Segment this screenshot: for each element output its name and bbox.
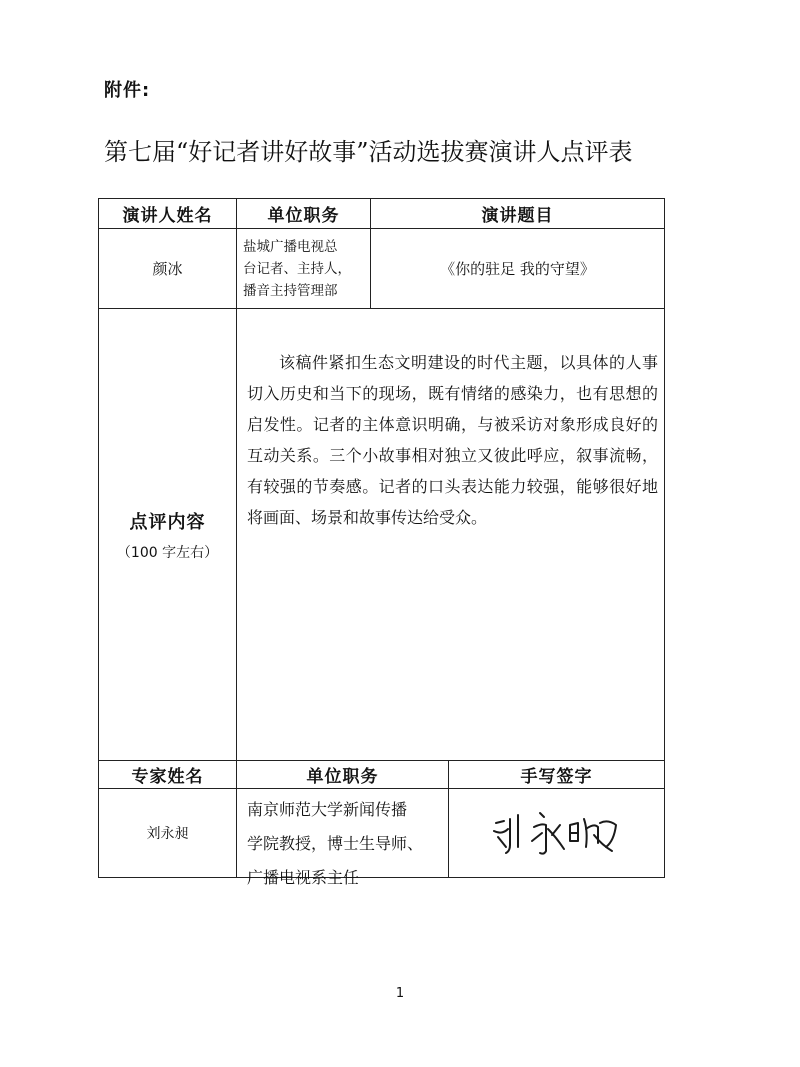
speaker-name: 颜冰 [99,229,237,309]
page-number: 1 [395,986,405,1001]
speech-title-header: 演讲题目 [371,199,665,229]
signature-header: 手写签字 [449,761,665,789]
expert-position-line: 广播电视系主任 [247,868,360,887]
comment-label-cell [99,309,237,761]
speaker-position-line: 盐城广播电视总 [243,238,338,255]
comment-label: 点评内容 [129,511,206,533]
speaker-name-header: 演讲人姓名 [99,199,237,229]
comment-text: 该稿件紧扣生态文明建设的时代主题，以具体的人事切入历史和当下的现场，既有情绪的感染力，也有思想的启发性。记者的主体意识明确，与被采访对象形成良好的互动关系。三个小故事相对独立又彼此呼应，叙事流畅，有较强的节奏感。记者的口头表达能力较强，能够很好地将画面、场景和故事传达给受众。 [247,353,658,527]
signature-cell [449,789,665,878]
evaluation-form [98,198,665,887]
speaker-position-line: 播音主持管理部 [243,282,338,299]
expert-position-line: 南京师范大学新闻传播 [247,800,408,819]
expert-name: 刘永昶 [99,789,237,878]
comment-row [99,309,665,761]
expert-position-line: 学院教授，博士生导师、 [247,834,424,853]
comment-content [237,309,665,761]
speaker-position-line: 台记者、主持人， [243,260,351,277]
expert-header-row [99,761,665,789]
expert-row [99,789,665,878]
expert-name-header: 专家姓名 [99,761,237,789]
speaker-position [237,229,371,309]
speech-title: 《你的驻足 我的守望》 [371,229,665,309]
speaker-position-header: 单位职务 [237,199,371,229]
expert-position-header: 单位职务 [237,761,449,789]
comment-hint: （100 字左右） [116,544,219,561]
speaker-row [99,229,665,309]
form-title: 第七届“好记者讲好故事”活动选拔赛演讲人点评表 [104,138,633,166]
handwritten-signature [482,801,632,861]
expert-position [237,789,449,887]
attachment-label: 附件: [104,80,151,101]
speaker-header-row [99,199,665,229]
